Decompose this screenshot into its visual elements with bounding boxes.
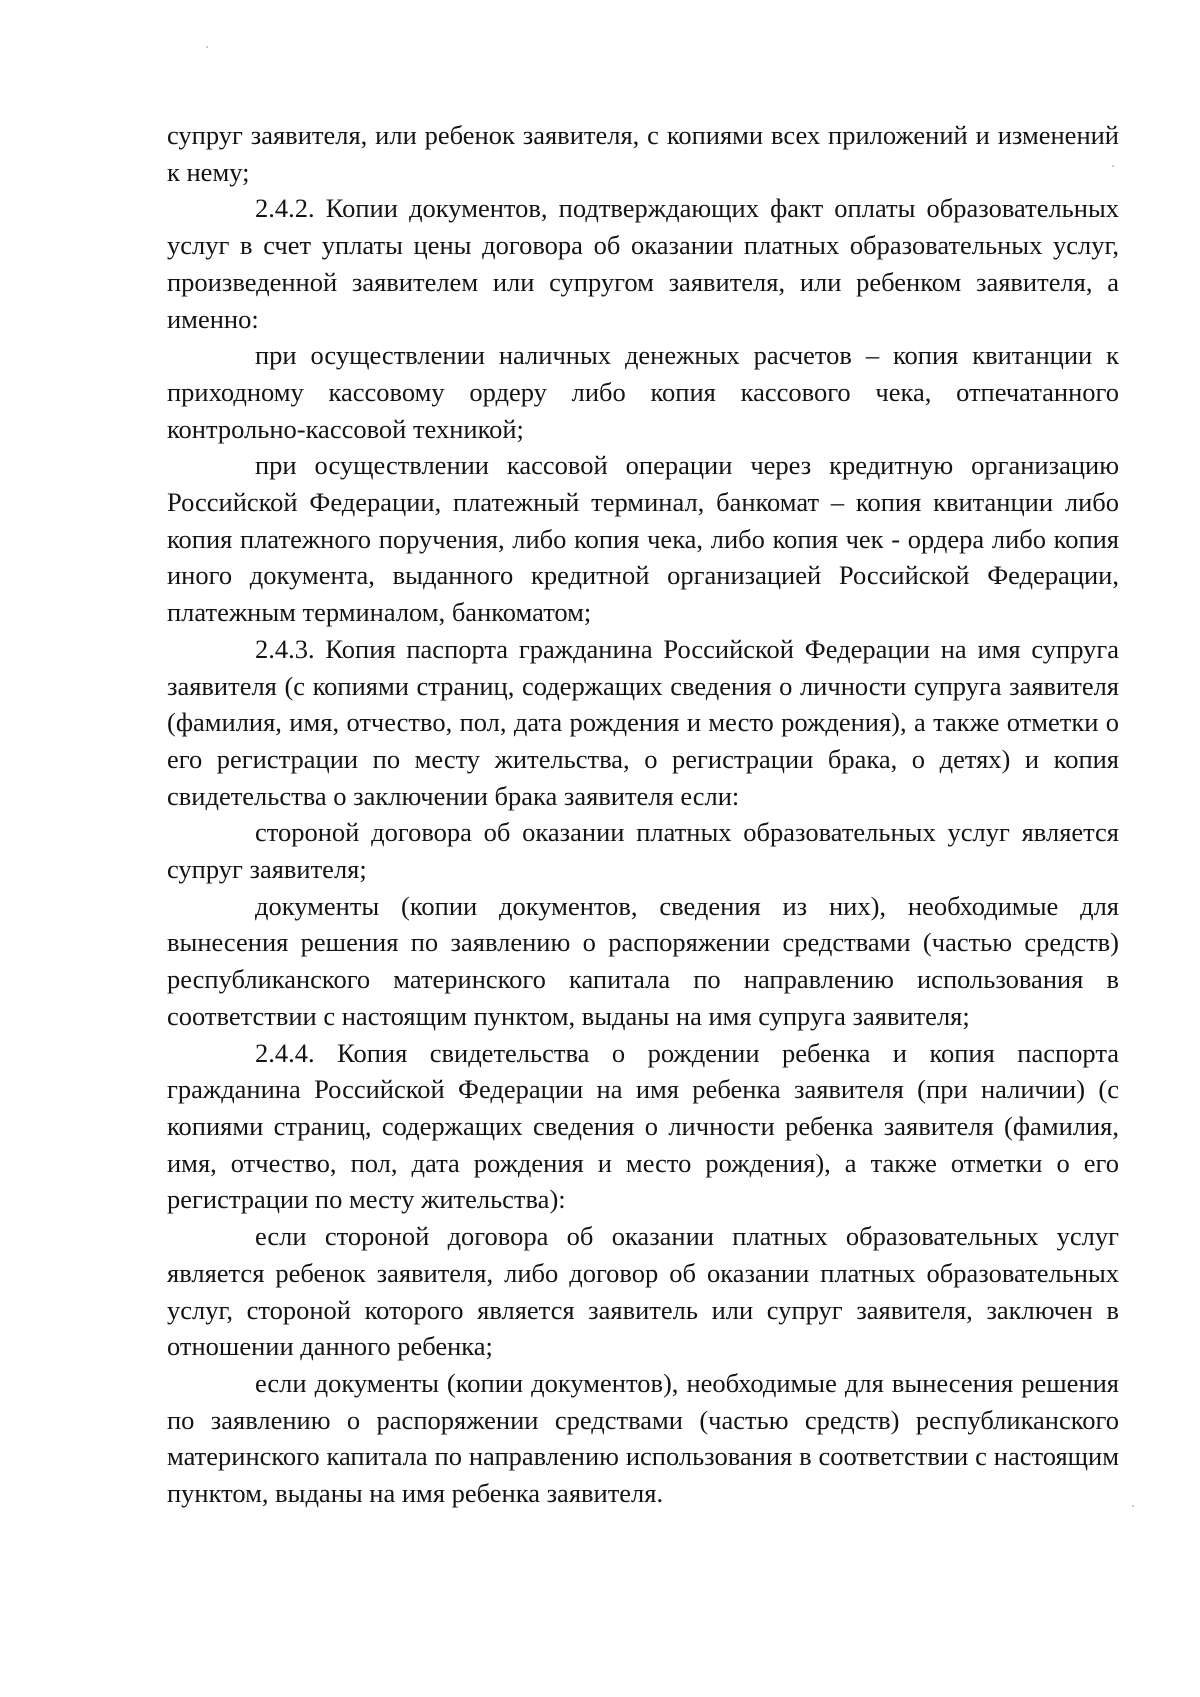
document-body xyxy=(167,117,1119,1512)
paragraph: документы (копии документов, сведения из них), необходимые для вынесения решения по заявлению о распоряжении средствами (частью средств) республиканского материнского капитала по направлению использования в соответствии с настоящим пунктом, выданы на имя супруга заявителя; xyxy=(167,890,1119,1031)
scan-speck xyxy=(206,46,208,48)
paragraph: 2.4.4. Копия свидетельства о рождении ребенка и копия паспорта гражданина Российской Федерации на имя ребенка заявителя (при наличии) (с копиями страниц, содержащих сведения о личности ребенка заявителя (фамилия, имя, отчество, пол, дата рождения и место рождения), а также отметки о его регистрации по месту жительства): xyxy=(167,1037,1119,1215)
paragraph: при осуществлении наличных денежных расчетов – копия квитанции к приходному кассовому ордеру либо копия кассового чека, отпечатанного контрольно-кассовой техникой; xyxy=(167,340,1119,444)
paragraph: стороной договора об оказании платных образовательных услуг является супруг заявителя; xyxy=(167,817,1119,885)
paragraph: 2.4.2. Копии документов, подтверждающих факт оплаты образовательных услуг в счет уплаты цены договора об оказании платных образовательных услуг, произведенной заявителем или супругом заявителя, или ребенком заявителя, а именно: xyxy=(167,193,1119,334)
paragraph: при осуществлении кассовой операции через кредитную организацию Российской Федерации, платежный терминал, банкомат – копия квитанции либо копия платежного поручения, либо копия чека, либо копия чек - ордера либо копия иного документа, выданного кредитной организацией Российской Федерации, платежным терминалом, банкоматом; xyxy=(167,450,1119,628)
paragraph: если стороной договора об оказании платных образовательных услуг является ребенок заявителя, либо договор об оказании платных образовательных услуг, стороной которого является заявитель или супруг заявителя, заключен в отношении данного ребенка; xyxy=(167,1221,1119,1362)
paragraph: 2.4.3. Копия паспорта гражданина Российской Федерации на имя супруга заявителя (с копиями страниц, содержащих сведения о личности супруга заявителя (фамилия, имя, отчество, пол, дата рождения и место рождения), а также отметки о его регистрации по месту жительства, о регистрации брака, о детях) и копия свидетельства о заключении брака заявителя если: xyxy=(167,633,1119,811)
scan-speck xyxy=(1132,1505,1134,1507)
paragraph: если документы (копии документов), необходимые для вынесения решения по заявлению о распоряжении средствами (частью средств) республиканского материнского капитала по направлению использования в соответствии с настоящим пунктом, выданы на имя ребенка заявителя. xyxy=(167,1367,1119,1509)
paragraph: супруг заявителя, или ребенок заявителя, с копиями всех приложений и изменений к нему; xyxy=(167,120,1119,187)
